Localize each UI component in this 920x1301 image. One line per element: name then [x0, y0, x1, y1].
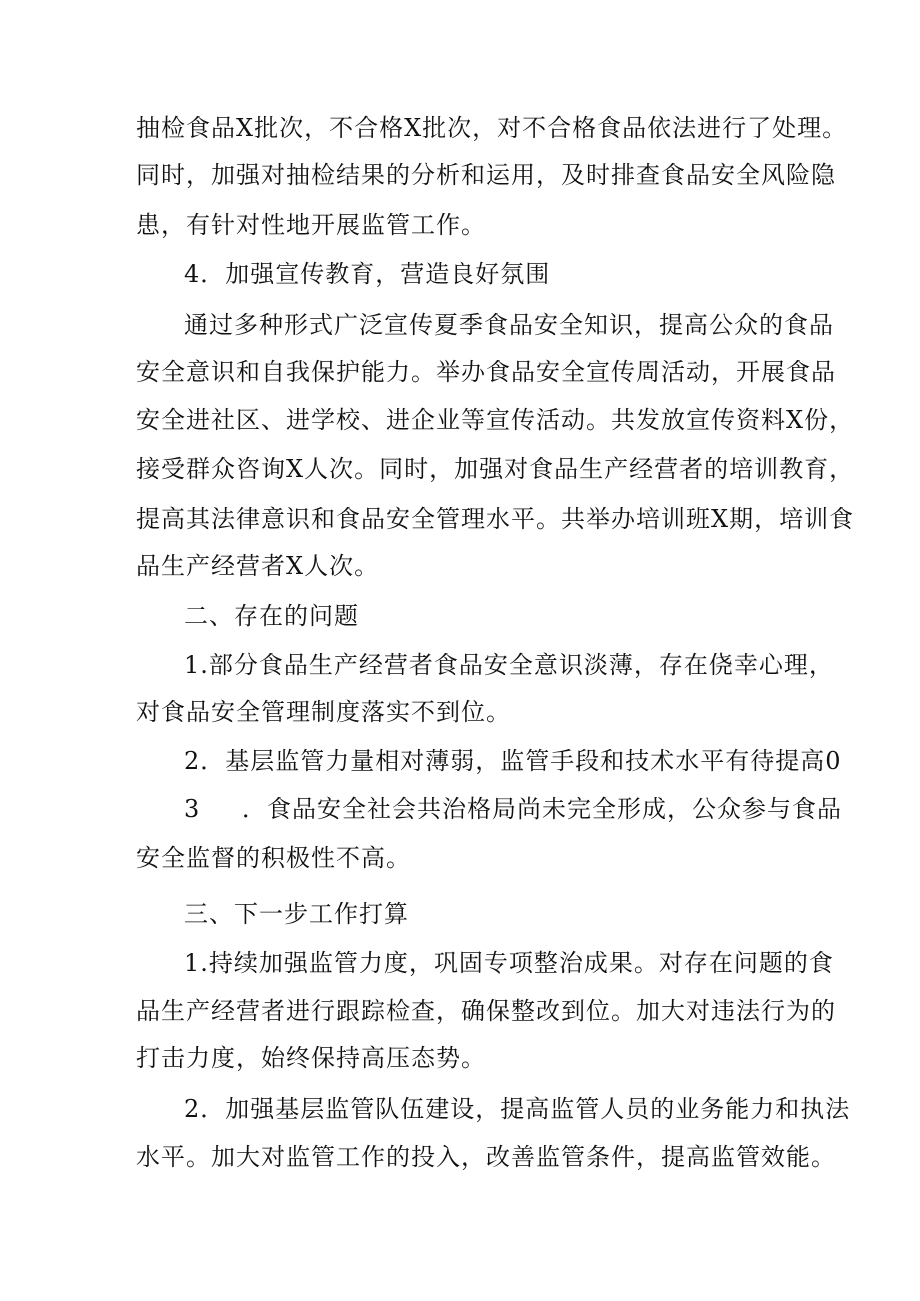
paragraph-line: 2．基层监管力量相对薄弱，监管手段和技术水平有待提高0 [184, 747, 842, 775]
paragraph-line: 品生产经营者进行跟踪检查，确保整改到位。加大对违法行为的 [136, 997, 836, 1025]
section-heading-4: 4．加强宣传教育，营造良好氛围 [184, 260, 551, 288]
paragraph-line: 打击力度，始终保持高压态势。 [136, 1044, 486, 1072]
paragraph-line: 通过多种形式广泛宣传夏季食品安全知识，提高公众的食品 [184, 311, 834, 339]
paragraph-line: 水平。加大对监管工作的投入，改善监管条件，提高监管效能。 [136, 1143, 836, 1171]
paragraph-line: 同时，加强对抽检结果的分析和运用，及时排查食品安全风险隐 [136, 161, 836, 189]
paragraph-line: 品生产经营者X人次。 [136, 552, 380, 580]
paragraph-line: 患，有针对性地开展监管工作。 [136, 211, 486, 239]
section-heading-next-steps: 三、下一步工作打算 [184, 900, 409, 928]
paragraph-line: 对食品安全管理制度落实不到位。 [136, 698, 511, 726]
paragraph-line: 1.部分食品生产经营者食品安全意识淡薄，存在侥幸心理， [184, 651, 834, 679]
paragraph-line: 2．加强基层监管队伍建设，提高监管人员的业务能力和执法 [184, 1095, 851, 1123]
paragraph-line: 1.持续加强监管力度，巩固专项整治成果。对存在问题的食 [184, 949, 834, 977]
paragraph-line: 抽检食品X批次，不合格X批次，对不合格食品依法进行了处理。 [136, 114, 848, 142]
paragraph-line: 安全进社区、进学校、进企业等宣传活动。共发放宣传资料X份， [136, 406, 855, 434]
paragraph-line: 接受群众咨询X人次。同时，加强对食品生产经营者的培训教育， [136, 455, 855, 483]
paragraph-line: 提高其法律意识和食品安全管理水平。共举办培训班X期，培训食 [136, 505, 855, 533]
paragraph-line: ．食品安全社会共治格局尚未完全形成，公众参与食品 [242, 795, 842, 823]
list-number-3: 3 [184, 795, 200, 823]
paragraph-line: 安全监督的积极性不高。 [136, 844, 411, 872]
section-heading-problems: 二、存在的问题 [184, 602, 359, 630]
paragraph-line: 安全意识和自我保护能力。举办食品安全宣传周活动，开展食品 [136, 358, 836, 386]
